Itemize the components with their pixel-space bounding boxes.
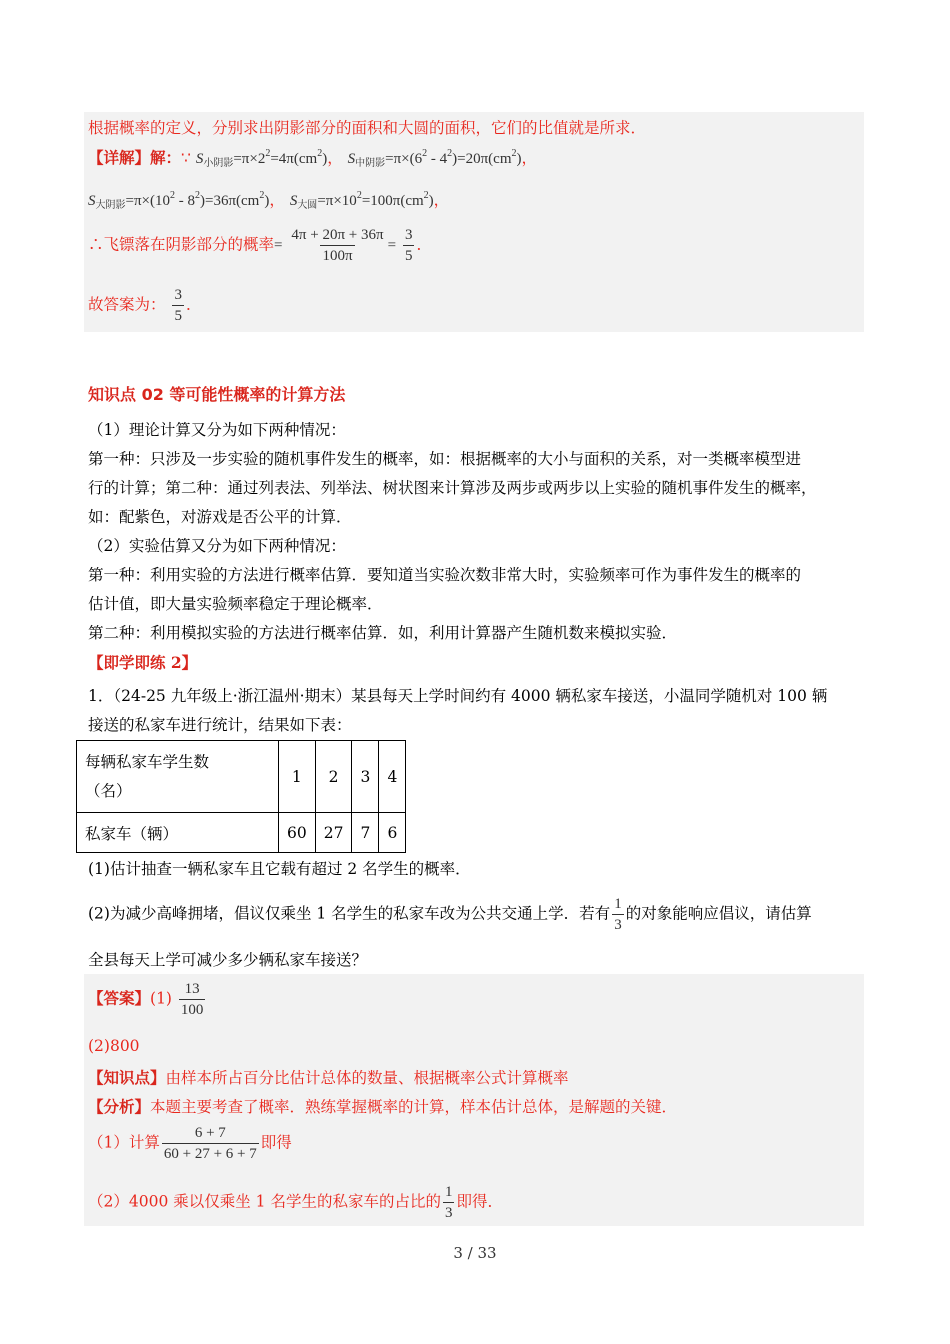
data-table bbox=[76, 740, 406, 853]
answer-text: 故答案为： bbox=[88, 295, 166, 314]
answer-1-fraction: $\frac{13}{100}$ bbox=[180, 981, 204, 1018]
paragraph: （1）理论计算又分为如下两种情况： bbox=[88, 421, 346, 439]
paragraph: 行的计算；第二种：通过列表法、列举法、树状图来计算涉及两步或两步以上实验的随机事件发生的概率， bbox=[88, 479, 817, 497]
sub-question-2-cont: 全县每天上学可减少多少辆私家车接送？ bbox=[88, 951, 368, 969]
equation-big-circle: $S_{大圆}=\pi\times 10^2=100\pi(cm^2)$ bbox=[289, 190, 434, 211]
probability-line: ∴飞镖落在阴影部分的概率= $\frac{4\pi + 20\pi + 36\pi}{100\pi}$ = $\frac{3}{5}$ ． bbox=[88, 227, 432, 264]
detail-label: 【详解】解： bbox=[88, 148, 182, 167]
probability-fraction: $\frac{4\pi + 20\pi + 36\pi}{100\pi}$ bbox=[291, 227, 384, 264]
answer-line: 故答案为： $\frac{3}{5}$ ． bbox=[88, 287, 202, 324]
equation-line-2: $S_{大阴影}=\pi\times(10^2 - 8^2)=36\pi(cm^2)$， $S_{大圆}=\pi\times 10^2=100\pi(cm^2)$， bbox=[88, 190, 450, 211]
table-cell: 7 bbox=[352, 813, 379, 853]
section-title: 知识点 02 等可能性概率的计算方法 bbox=[88, 385, 346, 404]
table-cell: 4 bbox=[379, 741, 406, 813]
paragraph: （2）实验估算又分为如下两种情况： bbox=[88, 537, 346, 555]
equation-large-shade: $S_{大阴影}=\pi\times(10^2 - 8^2)=36\pi(cm^2)$ bbox=[88, 190, 270, 211]
step-1-fraction: $\frac{6 + 7}{60 + 27 + 6 + 7}$ bbox=[163, 1125, 257, 1162]
probability-text: ∴飞镖落在阴影部分的概率 bbox=[88, 235, 275, 254]
paragraph: 第一种：利用实验的方法进行概率估算．要知道当实验次数非常大时，实验频率可作为事件发生的概率的 bbox=[88, 566, 802, 584]
question-line: 接送的私家车进行统计，结果如下表： bbox=[88, 716, 352, 734]
table-row bbox=[77, 813, 406, 853]
table-cell: 6 bbox=[379, 813, 406, 853]
table-cell: 3 bbox=[352, 741, 379, 813]
table-header-cell: 每辆私家车学生数 （名） bbox=[77, 741, 279, 813]
answer-1-line: 【答案】(1) $\frac{13}{100}$ bbox=[88, 981, 204, 1018]
paragraph: 第一种：只涉及一步实验的随机事件发生的概率，如：根据概率的大小与面积的关系，对一类概率模型进 bbox=[88, 450, 802, 468]
page-number: 3 / 33 bbox=[453, 1244, 497, 1262]
step-2-fraction: $\frac{1}{3}$ bbox=[444, 1184, 453, 1221]
paragraph: 第二种：利用模拟实验的方法进行概率估算．如，利用计算器产生随机数来模拟实验． bbox=[88, 624, 678, 642]
paragraph: 如：配紫色，对游戏是否公平的计算． bbox=[88, 508, 352, 526]
answer-label: 【答案】 bbox=[88, 988, 151, 1008]
probability-result: $\frac{3}{5}$ bbox=[404, 227, 413, 264]
sub-question-1: (1)估计抽查一辆私家车且它载有超过 2 名学生的概率． bbox=[88, 860, 471, 878]
analysis-step-1: （1）计算 $\frac{6 + 7}{60 + 27 + 6 + 7}$ 即得 bbox=[88, 1125, 292, 1162]
answer-2: (2)800 bbox=[88, 1037, 140, 1055]
analysis: 【分析】本题主要考查了概率．熟练掌握概率的计算，样本估计总体，是解题的关键． bbox=[88, 1097, 678, 1116]
table-row bbox=[77, 741, 406, 813]
knowledge-point: 【知识点】由样本所占百分比估计总体的数量、根据概率公式计算概率 bbox=[88, 1068, 569, 1087]
equation-mid-shade: $S_{中阴影}=\pi\times(6^2 - 4^2)=20\pi(cm^2)$ bbox=[347, 148, 522, 169]
sub-question-2: (2)为减少高峰拥堵，倡议仅乘坐 1 名学生的私家车改为公共交通上学．若有 $\frac{1}{3}$ 的对象能响应倡议，请估算 bbox=[88, 896, 812, 933]
practice-label: 【即学即练 2】 bbox=[88, 653, 198, 672]
table-header-cell: 私家车（辆） bbox=[77, 813, 279, 853]
equation-small-shade: $S_{小阴影}=\pi\times 2^2=4\pi(cm^2)$ bbox=[195, 148, 328, 169]
detail-line: 【详解】解：∵ $S_{小阴影}=\pi\times 2^2=4\pi(cm^2)$， $S_{中阴影}=\pi\times(6^2 - 4^2)=20\pi(cm^2)$， bbox=[88, 148, 538, 169]
table-cell: 60 bbox=[279, 813, 316, 853]
paragraph: 估计值，即大量实验频率稳定于理论概率． bbox=[88, 595, 383, 613]
because-symbol: ∵ bbox=[181, 149, 191, 167]
analysis-step-2: （2）4000 乘以仅乘坐 1 名学生的私家车的占比的 $\frac{1}{3}$ 即得． bbox=[88, 1184, 503, 1221]
table-cell: 27 bbox=[315, 813, 352, 853]
question-line: 1．（24-25 九年级上·浙江温州·期末）某县每天上学时间约有 4000 辆私家车接送，小温同学随机对 100 辆 bbox=[88, 687, 828, 705]
fraction-one-third: $\frac{1}{3}$ bbox=[614, 896, 622, 933]
table-cell: 2 bbox=[315, 741, 352, 813]
solution-intro: 根据概率的定义，分别求出阴影部分的面积和大圆的面积，它们的比值就是所求． bbox=[88, 119, 647, 137]
answer-fraction: $\frac{3}{5}$ bbox=[174, 287, 182, 324]
table-cell: 1 bbox=[279, 741, 316, 813]
